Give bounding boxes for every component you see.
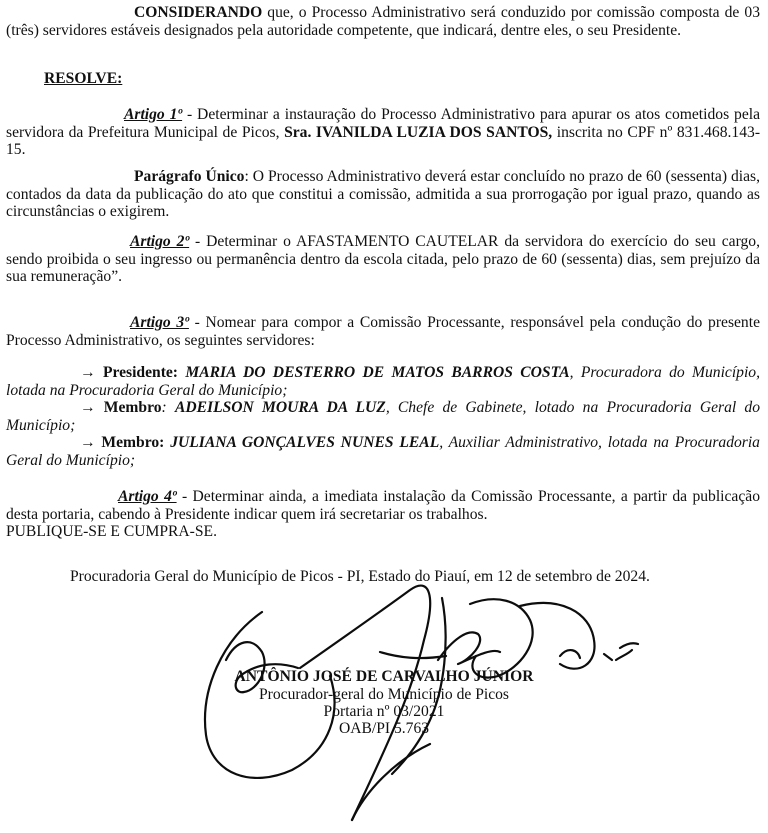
signatory-role: Procurador-geral do Município de Picos xyxy=(259,686,509,703)
signatory-portaria: Portaria nº 03/2021 xyxy=(323,703,445,720)
artigo-1-text-b: inscrita no CPF nº 831.468.143-15. xyxy=(6,123,761,158)
member-desc: , Procuradora do Município, lotada na Procuradoria Geral do Município; xyxy=(6,364,760,399)
member-desc: , Chefe de Gabinete, lotado na Procuradoria Geral do Município; xyxy=(6,399,761,434)
considerando-paragraph xyxy=(6,4,760,39)
member-name: MARIA DO DESTERRO DE MATOS BARROS COSTA xyxy=(185,364,570,381)
member-role: Presidente: xyxy=(102,364,178,381)
member-sep: : xyxy=(161,399,175,416)
signatory-oab: OAB/PI 5.763 xyxy=(338,720,430,737)
member-desc: , Auxiliar Administrativo, lotada na Procuradoria Geral do Município; xyxy=(6,434,760,469)
paragrafo-text: : O Processo Administrativo deverá estar concluído no prazo de 60 (sessenta) dias, contados da data da publicação do ato que constitui a comissão, admitida a sua prorrogação por igual prazo, quando as circunstâncias o exigirem. xyxy=(6,168,760,220)
location-date: Procuradoria Geral do Município de Picos - PI, Estado do Piauí, em 12 de setembro de 2024. xyxy=(70,568,650,585)
member-role: Membro: xyxy=(101,434,165,451)
artigo-3-paragraph xyxy=(6,314,760,349)
member-presidente xyxy=(6,364,760,399)
member-adeilson xyxy=(6,399,760,434)
artigo-2-paragraph xyxy=(6,233,760,286)
closing-statement: PUBLIQUE-SE E CUMPRA-SE. xyxy=(6,523,217,540)
artigo-4-paragraph xyxy=(6,488,760,541)
artigo-3-text: - Nomear para compor a Comissão Processante, responsável pela condução do presente Processo Administrativo, os seguintes servidores: xyxy=(6,314,760,349)
paragrafo-unico xyxy=(6,168,760,221)
artigo-4-label: Artigo 4º xyxy=(118,488,177,505)
arrow-icon: → xyxy=(80,399,96,416)
artigo-1-label: Artigo 1º xyxy=(124,106,183,123)
member-role: Membro xyxy=(103,399,162,416)
artigo-1-name: Sra. IVANILDA LUZIA DOS SANTOS, xyxy=(284,123,553,141)
resolve-heading: RESOLVE: xyxy=(44,70,123,87)
artigo-1-text-a: - Determinar a instauração do Processo Administrativo para apurar os atos cometidos pela servidora da Prefeitura Municipal de Picos, xyxy=(6,106,760,141)
arrow-icon: → xyxy=(80,364,96,381)
artigo-2-text: - Determinar o AFASTAMENTO CAUTELAR da servidora do exercício do seu cargo, sendo proibida o seu ingresso ou permanência dentro da escola citada, pelo prazo de 60 (sessenta) dias, sem prejuízo da sua remuneração”. xyxy=(6,233,760,285)
artigo-1-paragraph xyxy=(6,106,760,159)
artigo-4-text: - Determinar ainda, a imediata instalação da Comissão Processante, a partir da publicação desta portaria, cabendo à Presidente indicar quem irá secretariar os trabalhos. xyxy=(6,488,760,523)
arrow-icon: → xyxy=(80,434,96,451)
artigo-3-label: Artigo 3º xyxy=(130,314,189,331)
member-juliana xyxy=(6,434,760,469)
paragrafo-label: Parágrafo Único xyxy=(134,168,245,185)
considerando-text: que, o Processo Administrativo será conduzido por comissão composta de 03 (três) servidores estáveis designados pela autoridade competente, que indicará, dentre eles, o seu Presidente. xyxy=(6,4,760,39)
member-name: ADEILSON MOURA DA LUZ xyxy=(174,399,386,416)
considerando-lead: CONSIDERANDO xyxy=(134,4,263,21)
signatory-name: ANTÔNIO JOSÉ DE CARVALHO JÚNIOR xyxy=(234,668,534,685)
member-name: JULIANA GONÇALVES NUNES LEAL xyxy=(170,434,440,451)
artigo-2-label: Artigo 2º xyxy=(130,233,190,250)
